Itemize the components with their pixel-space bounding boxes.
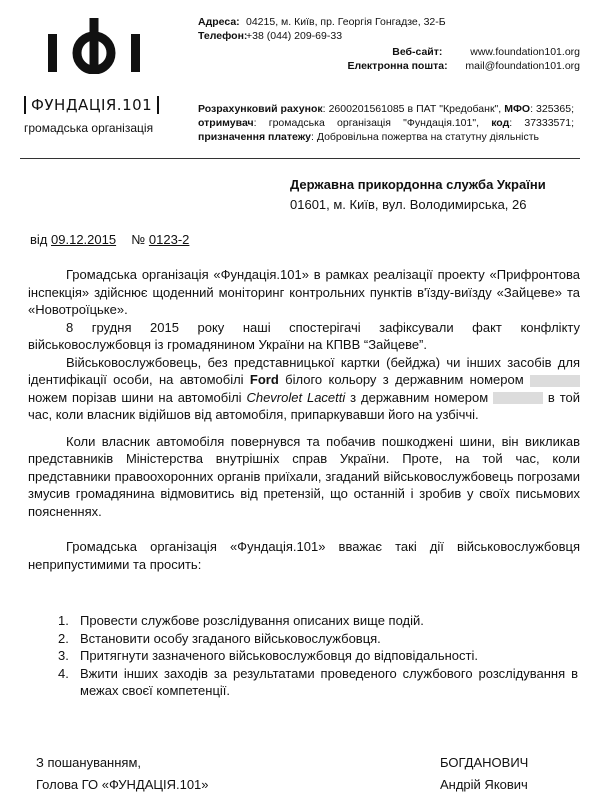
signatory-name: Андрій Якович bbox=[440, 777, 528, 792]
email-link[interactable]: mail@foundation101.org bbox=[465, 60, 580, 72]
letter-date: 09.12.2015 bbox=[51, 232, 117, 247]
phone-value: +38 (044) 209-69-33 bbox=[246, 30, 343, 42]
paragraph-1: Громадська організація «Фундація.101» в рамках реалізації проекту «Прифронтова інспекція» здійснює щоденний моніторинг контрольних пунктів в'їзду-виїзду «Зайцеве» та «Новотроїцьке». bbox=[28, 267, 580, 317]
list-item-number: 2. bbox=[58, 630, 69, 646]
requests-list bbox=[58, 612, 578, 700]
list-item bbox=[58, 612, 578, 630]
car-brand-ford: Ford bbox=[249, 372, 279, 387]
foundation-logo-icon bbox=[48, 18, 140, 74]
car-model: Chevrolet Lacetti bbox=[246, 389, 346, 405]
signatory-surname: БОГДАНОВИЧ bbox=[440, 755, 529, 770]
purpose-value: : Добровільна пожертва на статутну діяльність bbox=[311, 131, 540, 143]
list-item bbox=[58, 665, 578, 700]
paragraph-3-text-c: ножем порізав шини на автомобілі bbox=[28, 389, 247, 405]
mfo-label: МФО bbox=[504, 103, 531, 115]
bank-account-value: : 2600201561085 в ПАТ "Кредобанк", bbox=[322, 103, 505, 115]
list-item-number: 3. bbox=[58, 648, 69, 663]
redacted-plate bbox=[530, 375, 580, 387]
recipient-value: : громадська організація "Фундація.101", bbox=[253, 117, 492, 129]
code-label: код bbox=[491, 117, 510, 129]
signature-left bbox=[36, 752, 209, 796]
bank-details bbox=[198, 102, 574, 144]
list-item-text: Провести службове розслідування описаних вище подій. bbox=[80, 613, 424, 628]
list-item bbox=[58, 647, 578, 665]
paragraph-4: Коли власник автомобіля повернувся та побачив пошкоджені шини, він викликав представників Міністерства внутрішніх справ України. Проте, на той час, коли представники правоохоронних органів приїхали, згаданий військовослужбовець погрозами змусив громадянина відмовитись від претензій, що останній і зробив у своїх письмових поясненнях. bbox=[28, 433, 580, 519]
letter-body bbox=[28, 266, 580, 573]
contact-block bbox=[198, 16, 580, 76]
brand-name: ФУНДАЦІЯ.101 bbox=[24, 96, 159, 114]
signatory-position: Голова ГО «ФУНДАЦІЯ.101» bbox=[36, 777, 209, 792]
phone-label: Телефон: bbox=[198, 30, 248, 42]
list-item-number: 4. bbox=[58, 665, 69, 681]
addressee-address: 01601, м. Київ, вул. Володимирська, 26 bbox=[290, 197, 527, 212]
address-label: Адреса: bbox=[198, 16, 240, 28]
number-label: № bbox=[131, 232, 146, 247]
list-item-text: Встановити особу згаданого військовослужбовця. bbox=[80, 630, 381, 646]
purpose-label: призначення платежу bbox=[198, 131, 311, 143]
redacted-plate bbox=[493, 392, 543, 404]
signature-right bbox=[440, 752, 528, 796]
paragraph-3-text-b: білого кольору з державним номером bbox=[278, 372, 531, 387]
address-value: 04215, м. Київ, пр. Георгія Гонгадзе, 32-Б bbox=[246, 16, 446, 28]
website-label: Веб-сайт: bbox=[392, 46, 443, 58]
header-divider bbox=[20, 158, 580, 159]
bank-account-label: Розрахунковий рахунок bbox=[198, 103, 323, 115]
paragraph-3-text-a: Військовослужбовець, без представницької картки (бейджа) чи інших засобів для ідентифікації особи, на автомобілі bbox=[28, 354, 580, 387]
addressee-block bbox=[290, 175, 546, 215]
list-item bbox=[58, 630, 578, 648]
recipient-label: отримувач bbox=[198, 117, 254, 129]
letter-number: 0123-2 bbox=[148, 232, 190, 247]
from-label: від bbox=[30, 232, 48, 247]
list-item-text: Притягнути зазначеного військовослужбовця до відповідальності. bbox=[80, 648, 478, 663]
brand-block bbox=[24, 96, 159, 135]
regards: З пошануванням, bbox=[36, 755, 142, 770]
website-link[interactable]: www.foundation101.org bbox=[470, 46, 580, 58]
brand-subtitle: громадська організація bbox=[24, 121, 154, 135]
code-value: : 37333571; bbox=[509, 117, 574, 129]
list-item-number: 1. bbox=[58, 613, 69, 628]
paragraph-5: Громадська організація «Фундація.101» вважає такі дії військовослужбовця неприпустимими та просить: bbox=[28, 539, 580, 572]
paragraph-3-text-d: з державним номером bbox=[345, 389, 494, 405]
mfo-value: : 325365; bbox=[530, 103, 574, 115]
addressee-org: Державна прикордонна служба України bbox=[290, 177, 546, 192]
paragraph-2: 8 грудня 2015 року наші спостерігачі зафіксували факт конфлікту військовослужбовця із громадянином України на КПВВ “Зайцеве”. bbox=[28, 319, 580, 352]
list-item-text: Вжити інших заходів за результатами проведеного службового розслідування в межах своєї компетенції. bbox=[80, 665, 578, 698]
paragraph-3-text-e: в той час, коли власник відійшов від автомобіля, припаркувавши його на узбіччі. bbox=[28, 389, 580, 422]
letter-reference bbox=[30, 232, 189, 247]
paragraph-3 bbox=[28, 354, 580, 424]
email-label: Електронна пошта: bbox=[347, 60, 448, 72]
